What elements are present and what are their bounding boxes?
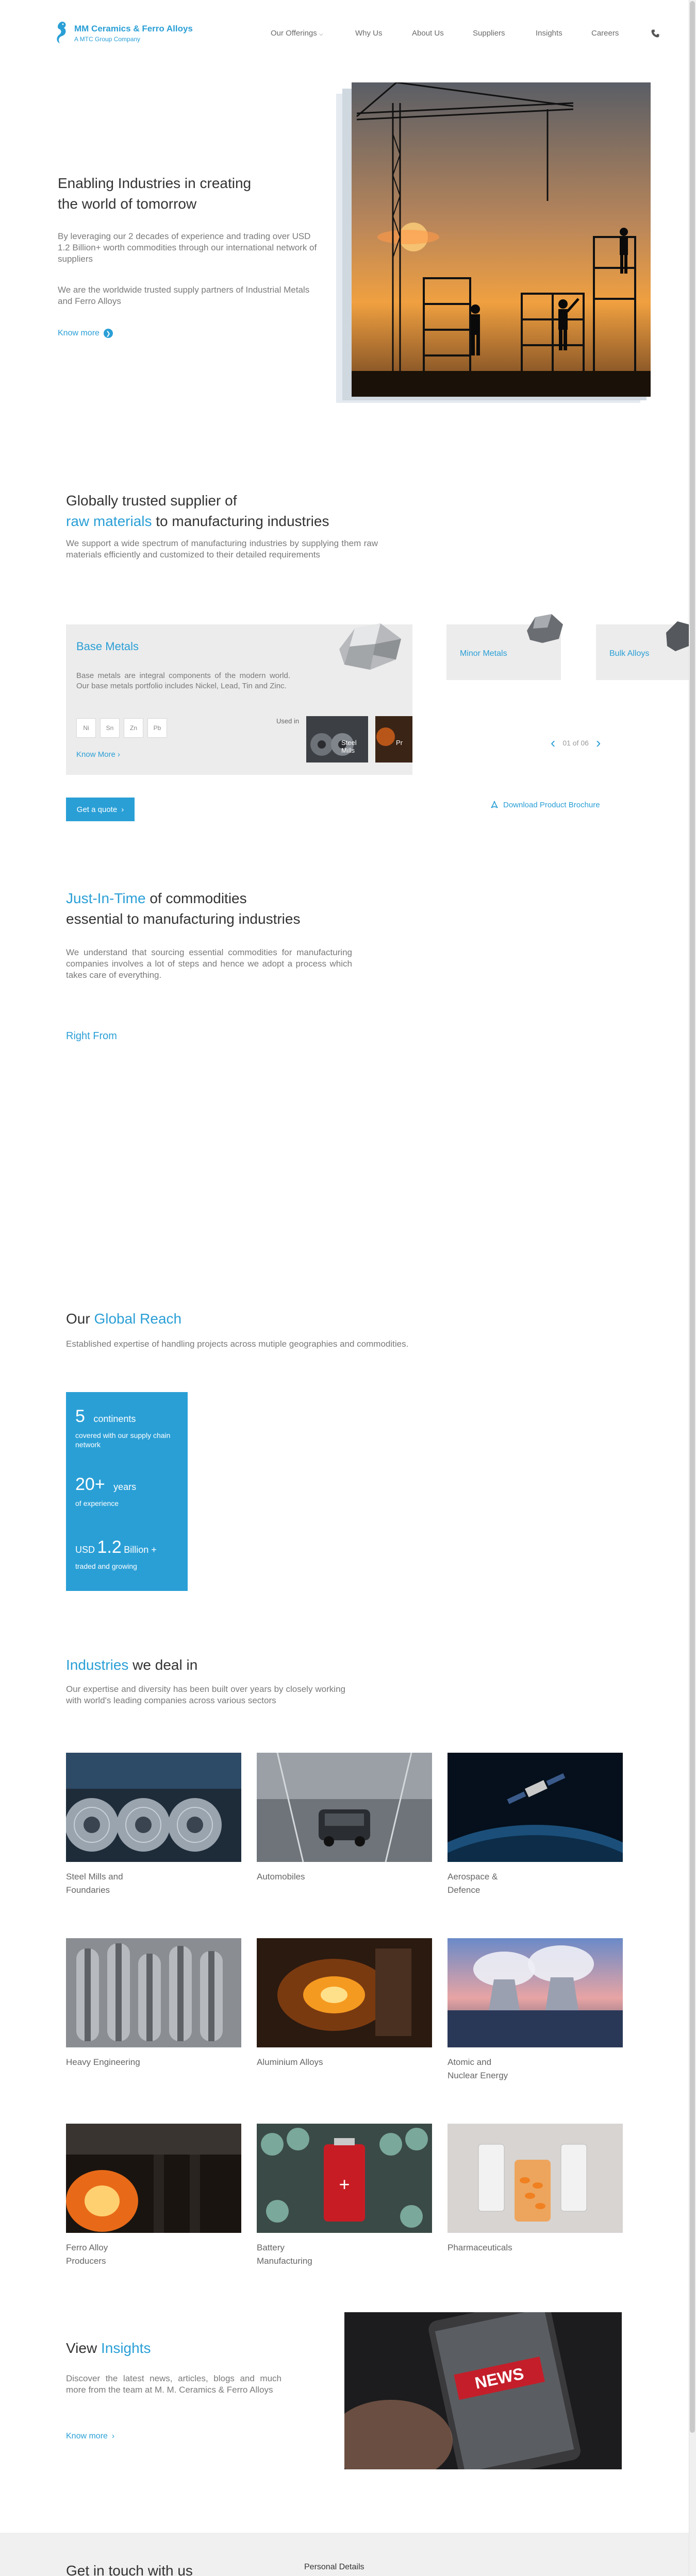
supplier-description: We support a wide spectrum of manufacturing industries by supplying them raw materials efficiently and customized to their detailed requirements	[66, 538, 378, 560]
stat-years: 20+ years of experience	[75, 1475, 137, 1507]
chevron-right-icon[interactable]: ›	[595, 735, 601, 751]
industry-aerospace-image[interactable]	[448, 1753, 623, 1862]
product-card-description: Base metals are integral components of the modern world. Our base metals portfolio includes Nickel, Lead, Tin and Zinc.	[76, 671, 290, 690]
get-a-quote-button[interactable]: Get a quote ›	[66, 798, 135, 821]
reach-stats-box	[66, 1392, 188, 1591]
carousel-pager: ‹ 01 of 06 ›	[551, 735, 601, 751]
chevron-down-icon: ⌵	[319, 31, 323, 37]
stat-traded: USD 1.2 Billion + traded and growing	[75, 1537, 157, 1570]
industry-aluminium-alloys-label[interactable]: Aluminium Alloys	[257, 2057, 323, 2067]
jit-description: We understand that sourcing essential commodities for manufacturing companies involves a lot of steps and hence we adopt a process which takes care of everything.	[66, 947, 352, 980]
industry-heavy-engineering-image[interactable]	[66, 1938, 241, 2047]
supplier-title: Globally trusted supplier of raw materials to manufacturing industries	[66, 493, 329, 529]
chevron-right-icon: ›	[121, 805, 124, 814]
right-from-label: Right From	[66, 1030, 117, 1042]
product-card-minor-metals[interactable]: Minor Metals	[446, 624, 561, 680]
industry-steel-mills-image[interactable]	[66, 1753, 241, 1862]
reach-description: Established expertise of handling projects across mutiple geographies and commodities.	[66, 1339, 409, 1349]
element-chips	[76, 718, 167, 738]
chevron-right-icon: ›	[111, 2432, 115, 2441]
element-chip-ni[interactable]: Ni	[76, 718, 96, 738]
download-brochure-link[interactable]: Download Product Brochure	[490, 800, 600, 809]
product-card-know-more[interactable]: Know More ›	[76, 750, 121, 759]
industries-description: Our expertise and diversity has been built over years by closely working with world's leading companies across various sectors	[66, 1684, 345, 1705]
site-header	[0, 0, 689, 67]
logo-subtitle: A MTC Group Company	[74, 35, 141, 43]
nav-suppliers[interactable]: Suppliers	[473, 29, 505, 38]
industry-aerospace-label[interactable]: Aerospace & Defence	[448, 1872, 498, 1895]
element-chip-zn[interactable]: Zn	[124, 718, 143, 738]
nav-careers[interactable]: Careers	[591, 29, 619, 38]
used-in-tile-2[interactable]: Pr	[375, 716, 412, 762]
hero-paragraph-2: We are the worldwide trusted supply partners of Industrial Metals and Ferro Alloys	[58, 285, 310, 306]
stat-continents: 5 continents covered with our supply chain network	[75, 1406, 171, 1449]
industry-ferro-alloy-label[interactable]: Ferro Alloy Producers	[66, 2243, 108, 2266]
logo[interactable]	[52, 20, 193, 46]
industry-steel-mills-label[interactable]: Steel Mills and Foundaries	[66, 1872, 123, 1895]
product-card-title: Base Metals	[76, 640, 139, 653]
minor-metal-image	[524, 612, 565, 645]
industry-battery-label[interactable]: Battery Manufacturing	[257, 2243, 312, 2266]
contact-title: Get in touch with us	[66, 2563, 193, 2576]
industry-aluminium-alloys-image[interactable]	[257, 1938, 432, 2047]
industry-pharmaceuticals-image[interactable]	[448, 2124, 623, 2233]
hero-paragraph-1: By leveraging our 2 decades of experience and trading over USD 1.2 Billion+ worth commodities through our international network of suppliers	[58, 231, 317, 264]
arrow-right-icon: ❯	[104, 329, 113, 338]
insights-title: View Insights	[66, 2340, 151, 2356]
hero-title: Enabling Industries in creating the world of tomorrow	[58, 175, 252, 212]
industry-battery-image[interactable]	[257, 2124, 432, 2233]
page-scrollbar[interactable]	[689, 0, 696, 2576]
nav-our-offerings[interactable]: Our Offerings ⌵	[271, 29, 323, 38]
industries-title: Industries we deal in	[66, 1657, 198, 1673]
pdf-icon	[490, 800, 499, 809]
nav-about-us[interactable]: About Us	[412, 29, 444, 38]
news-phone-image	[344, 2312, 622, 2469]
main-nav	[271, 29, 633, 38]
seahorse-logo-icon	[52, 20, 70, 46]
scrollbar-thumb[interactable]	[690, 1, 695, 2433]
industry-ferro-alloy-image[interactable]	[66, 2124, 241, 2233]
svg-text:NEWS: NEWS	[473, 2364, 526, 2393]
chevron-left-icon[interactable]: ‹	[551, 735, 556, 751]
metal-nugget-image	[334, 618, 406, 675]
insights-know-more-link[interactable]: Know more ›	[66, 2432, 115, 2441]
industry-automobiles-label[interactable]: Automobiles	[257, 1872, 305, 1882]
element-chip-pb[interactable]: Pb	[147, 718, 167, 738]
personal-details-heading: Personal Details	[304, 2563, 364, 2571]
logo-name: MM Ceramics & Ferro Alloys	[74, 23, 193, 33]
bulk-alloy-image	[662, 617, 689, 653]
construction-sunset-illustration	[352, 82, 651, 397]
product-card-base-metals[interactable]	[66, 624, 412, 775]
industry-nuclear-energy-label[interactable]: Atomic and Nuclear Energy	[448, 2057, 508, 2080]
industry-nuclear-energy-image[interactable]	[448, 1938, 623, 2047]
element-chip-sn[interactable]: Sn	[100, 718, 120, 738]
used-in-label: Used in	[276, 717, 300, 725]
nav-why-us[interactable]: Why Us	[355, 29, 383, 38]
industry-automobiles-image[interactable]	[257, 1753, 432, 1862]
used-in-tile-steel-mills[interactable]: Steel Mills	[306, 716, 368, 762]
svg-text:+: +	[339, 2174, 350, 2195]
industry-heavy-engineering-label[interactable]: Heavy Engineering	[66, 2057, 140, 2067]
hero-image	[336, 82, 651, 404]
reach-title: Our Global Reach	[66, 1311, 182, 1327]
insights-description: Discover the latest news, articles, blogs and much more from the team at M. M. Ceramics & Ferro Alloys	[66, 2374, 281, 2395]
nav-insights[interactable]: Insights	[536, 29, 562, 38]
contact-section	[0, 2533, 689, 2576]
chevron-right-icon: ›	[118, 750, 121, 759]
phone-icon[interactable]	[651, 29, 660, 38]
hero-know-more-link[interactable]: Know more ❯	[58, 329, 113, 338]
industry-pharmaceuticals-label[interactable]: Pharmaceuticals	[448, 2243, 512, 2252]
jit-title: Just-In-Time of commodities essential to manufacturing industries	[66, 890, 301, 927]
product-card-bulk-alloys[interactable]: Bulk Alloys	[596, 624, 689, 680]
